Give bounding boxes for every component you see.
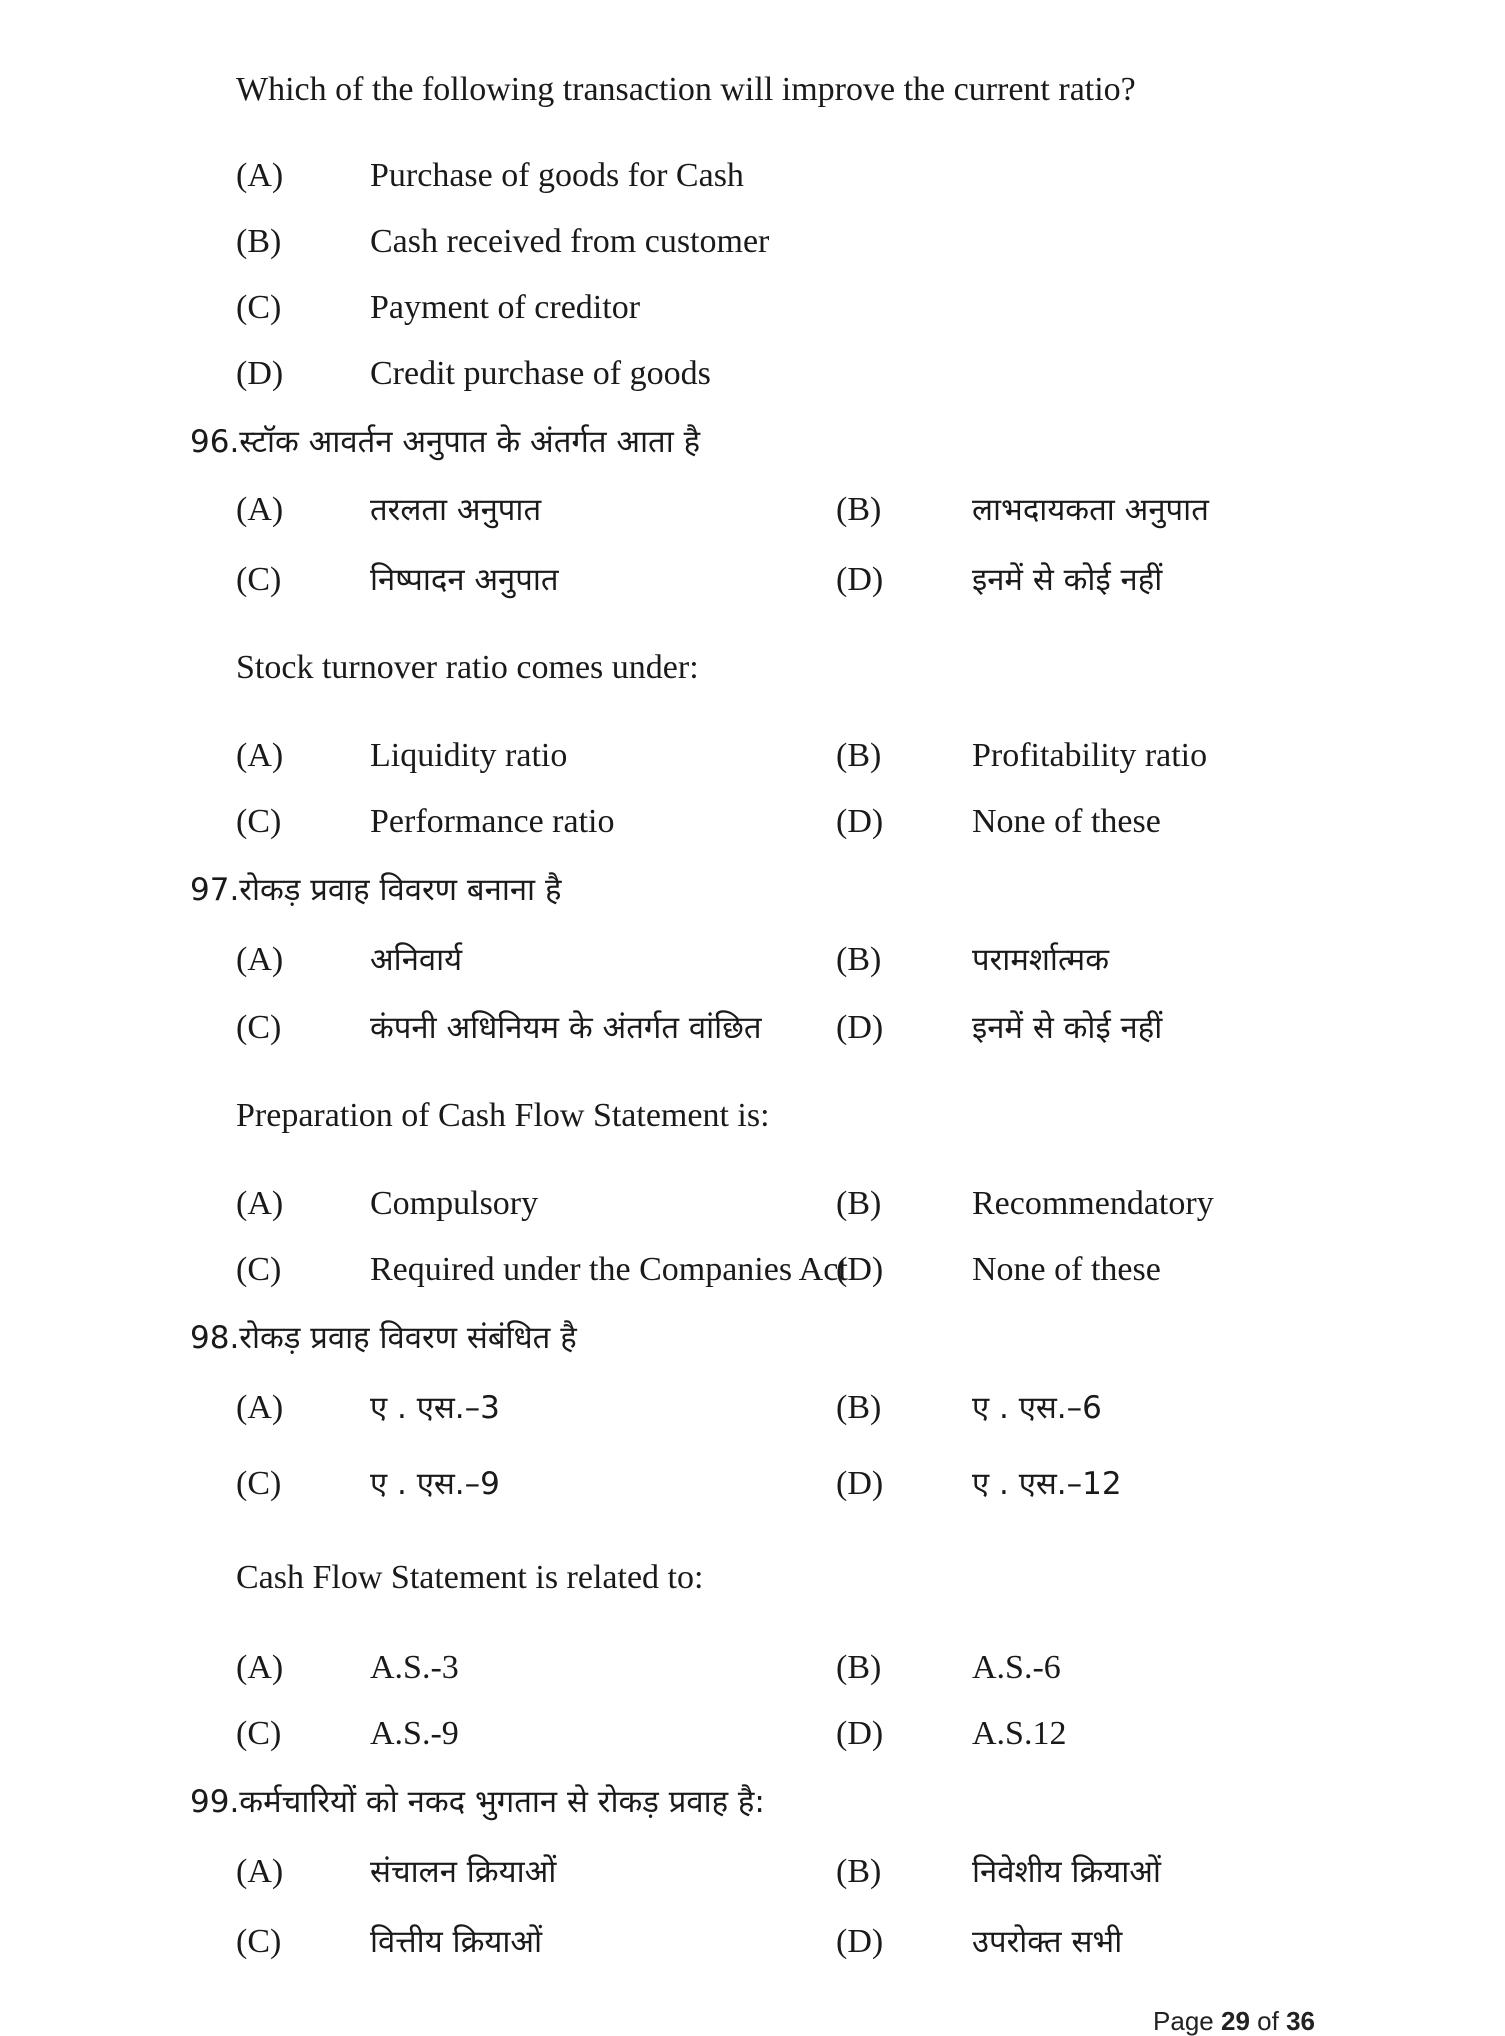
option-letter: (C)	[236, 1251, 282, 1288]
option-letter: (D)	[836, 1009, 884, 1046]
option-text: A.S.-3	[370, 1649, 459, 1686]
option-text: None of these	[972, 1251, 1161, 1288]
option-letter: (C)	[236, 1923, 282, 1960]
option-letter: (C)	[236, 1715, 282, 1752]
option-text: इनमें से कोई नहीं	[972, 1010, 1163, 1046]
question-text: Stock turnover ratio comes under:	[236, 649, 699, 686]
option-text: तरलता अनुपात	[370, 492, 542, 528]
option-text: A.S.-9	[370, 1715, 459, 1752]
option-letter: (A)	[236, 1853, 284, 1890]
option-letter: (D)	[836, 1923, 884, 1960]
option-text: ए . एस.–6	[972, 1390, 1102, 1426]
option-letter: (D)	[836, 803, 884, 840]
option-letter: (A)	[236, 491, 284, 528]
option-text: ए . एस.–3	[370, 1390, 500, 1426]
option-letter: (D)	[836, 561, 884, 598]
option-text: वित्तीय क्रियाओं	[370, 1924, 543, 1960]
option-text: Required under the Companies Act	[370, 1251, 848, 1288]
footer-total-pages: 36	[1286, 2006, 1315, 2036]
option-letter: (D)	[836, 1251, 884, 1288]
footer-prefix: Page	[1153, 2006, 1214, 2036]
option-text: इनमें से कोई नहीं	[972, 562, 1163, 598]
option-text: Profitability ratio	[972, 737, 1208, 774]
option-text: Purchase of goods for Cash	[370, 157, 744, 194]
option-text: ए . एस.–9	[370, 1466, 500, 1502]
option-text: ए . एस.–12	[972, 1466, 1122, 1502]
question-text: 99.कर्मचारियों को नकद भुगतान से रोकड़ प्रवाह है:	[190, 1784, 765, 1820]
option-text: लाभदायकता अनुपात	[972, 492, 1209, 528]
option-letter: (A)	[236, 157, 284, 194]
option-letter: (B)	[236, 223, 282, 260]
option-text: उपरोक्त सभी	[972, 1924, 1123, 1960]
option-letter: (B)	[836, 1185, 882, 1222]
option-text: अनिवार्य	[370, 942, 463, 978]
option-text: Compulsory	[370, 1185, 539, 1222]
option-text: Liquidity ratio	[370, 737, 568, 774]
option-text: Performance ratio	[370, 803, 615, 840]
option-text: Payment of creditor	[370, 289, 641, 326]
option-letter: (D)	[836, 1465, 884, 1502]
question-text: 96.स्टॉक आवर्तन अनुपात के अंतर्गत आता है	[190, 424, 701, 460]
option-letter: (D)	[836, 1715, 884, 1752]
option-text: कंपनी अधिनियम के अंतर्गत वांछित	[370, 1010, 762, 1046]
option-text: परामर्शात्मक	[972, 942, 1110, 978]
option-letter: (A)	[236, 737, 284, 774]
option-text: Credit purchase of goods	[370, 355, 711, 392]
option-text: Cash received from customer	[370, 223, 770, 260]
option-text: निष्पादन अनुपात	[370, 562, 559, 598]
option-letter: (A)	[236, 1185, 284, 1222]
option-letter: (B)	[836, 941, 882, 978]
question-text: Which of the following transaction will improve the current ratio?	[236, 71, 1136, 108]
option-letter: (C)	[236, 1465, 282, 1502]
question-text: Cash Flow Statement is related to:	[236, 1559, 704, 1596]
option-text: निवेशीय क्रियाओं	[972, 1854, 1161, 1890]
option-letter: (C)	[236, 803, 282, 840]
footer-of: of	[1257, 2006, 1279, 2036]
option-text: A.S.-6	[972, 1649, 1061, 1686]
footer-page-number: 29	[1221, 2006, 1250, 2036]
option-letter: (A)	[236, 941, 284, 978]
option-letter: (B)	[836, 1853, 882, 1890]
option-text: None of these	[972, 803, 1161, 840]
option-letter: (C)	[236, 289, 282, 326]
option-letter: (B)	[836, 1389, 882, 1426]
option-letter: (A)	[236, 1389, 284, 1426]
option-letter: (B)	[836, 491, 882, 528]
option-text: Recommendatory	[972, 1185, 1214, 1222]
question-text: Preparation of Cash Flow Statement is:	[236, 1097, 770, 1134]
option-letter: (D)	[236, 355, 284, 392]
option-letter: (A)	[236, 1649, 284, 1686]
question-text: 98.रोकड़ प्रवाह विवरण संबंधित है	[190, 1320, 577, 1356]
option-letter: (C)	[236, 561, 282, 598]
option-letter: (B)	[836, 737, 882, 774]
page-footer	[1153, 2006, 1315, 2036]
option-text: A.S.12	[972, 1715, 1067, 1752]
option-letter: (B)	[836, 1649, 882, 1686]
option-text: संचालन क्रियाओं	[370, 1854, 557, 1890]
option-letter: (C)	[236, 1009, 282, 1046]
question-text: 97.रोकड़ प्रवाह विवरण बनाना है	[190, 872, 562, 908]
